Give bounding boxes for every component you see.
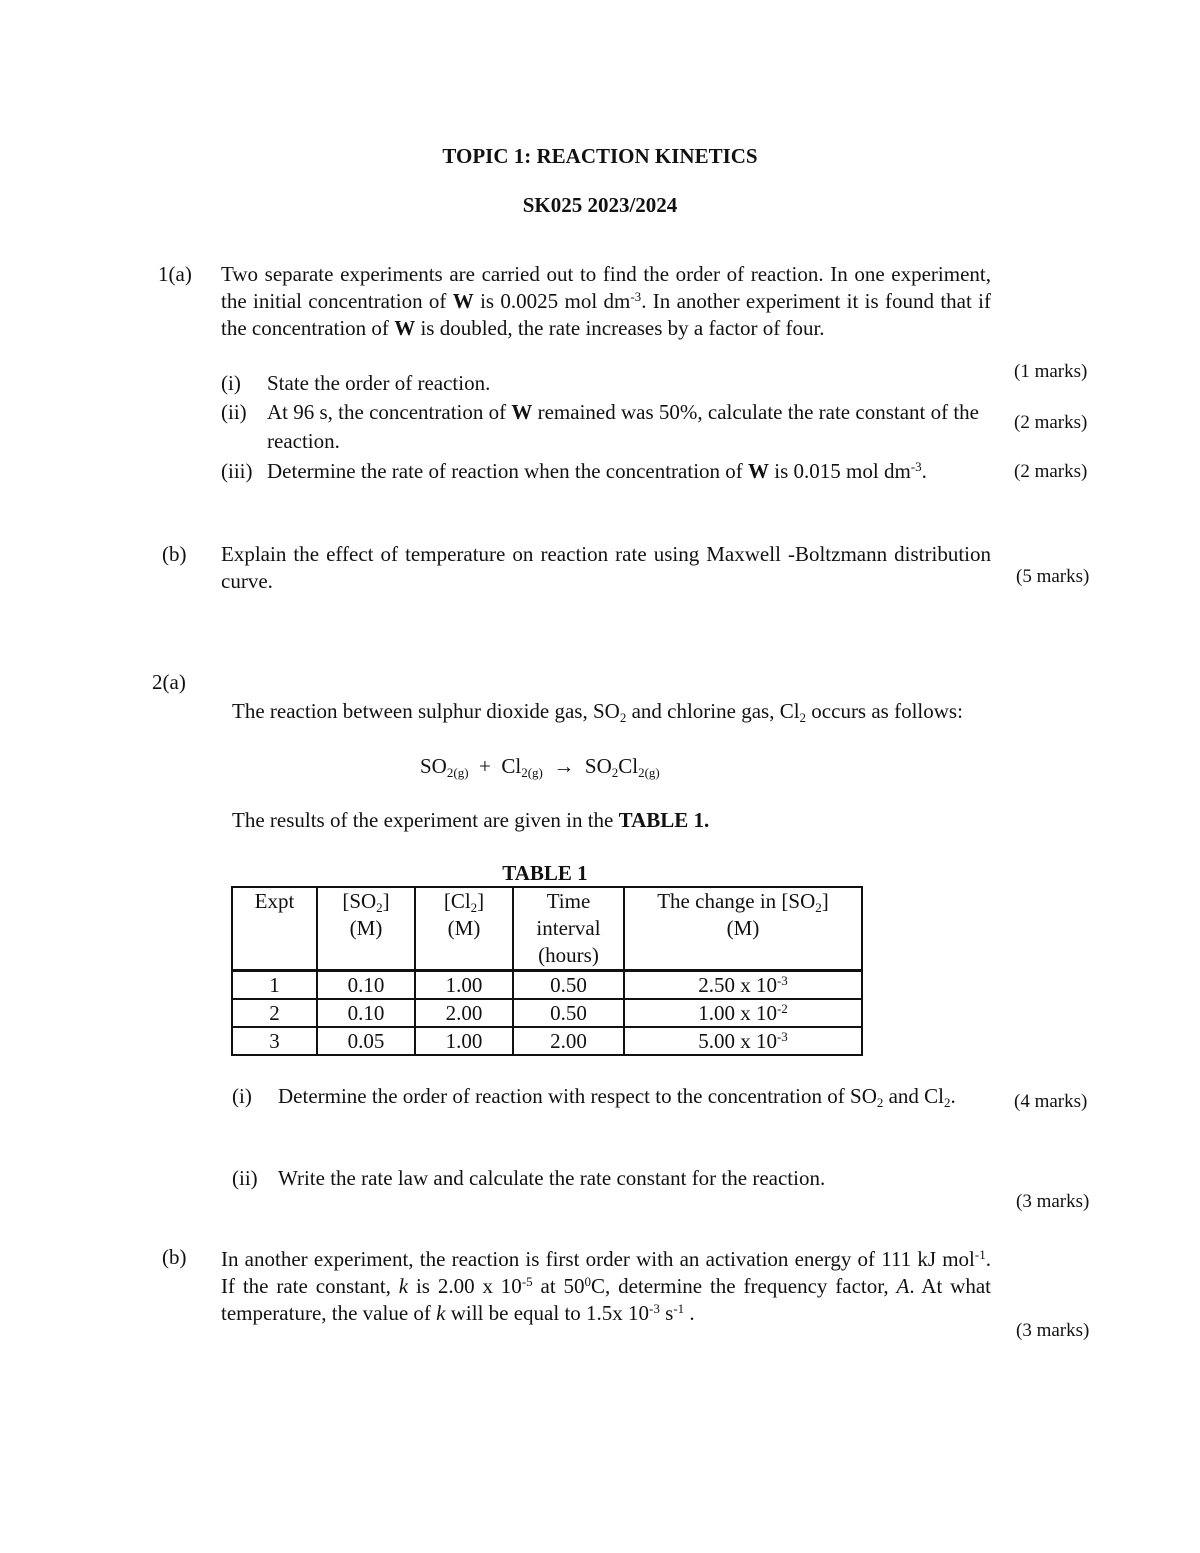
cell-expt: 3 (232, 1027, 317, 1055)
header-expt: Expt (232, 887, 317, 971)
header-so2: $[SO_2]$ (M) (317, 887, 415, 971)
table-row (232, 999, 862, 1027)
cell-expt: 2 (232, 999, 317, 1027)
cell-change: 1.00 x $10^{-2}$ (624, 999, 862, 1027)
q1a-i-label: (i) (221, 371, 241, 395)
q2a-i-marks: (4 marks) (1014, 1091, 1088, 1112)
table-row (232, 1027, 862, 1055)
q1b-text: Explain the effect of temperature on reaction rate using Maxwell -Boltzmann distribution curve. (221, 542, 991, 593)
results-table (231, 886, 863, 1056)
cell-time: 0.50 (513, 971, 624, 1000)
q1a-iii-text: Determine the rate of reaction when the concentration of W is 0.015 mol $dm^{-3}$. (267, 459, 927, 483)
header-change: The change in $[SO_2]$ (M) (624, 887, 862, 971)
q2a-i-text: Determine the order of reaction with respect to the concentration of $SO_2$ and $Cl_2$. (278, 1084, 956, 1110)
q2a-ii-marks: (3 marks) (1016, 1191, 1090, 1212)
cell-expt: 1 (232, 971, 317, 1000)
cell-cl2: 1.00 (415, 1027, 513, 1055)
q2a-label: 2(a) (152, 670, 186, 694)
table-row (232, 971, 862, 1000)
q1a-ii-marks: (2 marks) (1014, 412, 1088, 433)
course-code: SK025 2023/2024 (522, 193, 678, 217)
q1a-ii-label: (ii) (221, 400, 247, 424)
q2a-i-label: (i) (232, 1084, 252, 1108)
q2b-marks: (3 marks) (1016, 1320, 1090, 1341)
reaction-equation: $SO_{2(g)} + Cl_{2(g)} \to SO_2Cl_{2(g)}$ (420, 754, 660, 780)
q2b-text: In another experiment, the reaction is first order with an activation energy of 111 kJ mol$^{-1}$. If the rate constant, k is 2.00 x $10^{-5}$ at $50^0C$, determine the frequency factor, A. At what temperature, the value of k will be equal to 1.5x $10^{-3}$ $s^{-1}$ . (221, 1247, 991, 1325)
cell-so2: 0.05 (317, 1027, 415, 1055)
q1a-ii-text: At 96 s, the concentration of W remained was 50%, calculate the rate constant of the reaction. (267, 400, 979, 453)
q2a-intro: The reaction between sulphur dioxide gas, $SO_2$ and chlorine gas, $Cl_2$ occurs as follows: (232, 699, 963, 725)
q1b-label: (b) (162, 542, 187, 566)
cell-cl2: 1.00 (415, 971, 513, 1000)
q2a-ii-text: Write the rate law and calculate the rate constant for the reaction. (278, 1166, 826, 1190)
cell-time: 0.50 (513, 999, 624, 1027)
cell-change: 5.00 x $10^{-3}$ (624, 1027, 862, 1055)
header-cl2: $[Cl_2]$ (M) (415, 887, 513, 971)
arrow-icon: → (553, 754, 575, 778)
cell-change: 2.50 x $10^{-3}$ (624, 971, 862, 1000)
header-time: Time interval (hours) (513, 887, 624, 971)
page-title: TOPIC 1: REACTION KINETICS (442, 144, 758, 168)
q1a-label: 1(a) (158, 262, 192, 286)
cell-cl2: 2.00 (415, 999, 513, 1027)
q1a-intro: Two separate experiments are carried out to find the order of reaction. In one experiment, the initial concentration of W is 0.0025 mol $dm^{-3}$. In another experiment it is found that if the concentration of W is doubled, the rate increases by a factor of four. (221, 262, 991, 340)
q2a-ii-label: (ii) (232, 1166, 258, 1190)
table-intro: The results of the experiment are given in the TABLE 1. (232, 808, 710, 832)
table-header-row (232, 887, 862, 971)
cell-so2: 0.10 (317, 971, 415, 1000)
q1a-iii-label: (iii) (221, 459, 253, 483)
table-caption: TABLE 1 (502, 861, 588, 885)
q2b-label: (b) (162, 1245, 187, 1269)
cell-time: 2.00 (513, 1027, 624, 1055)
q1b-marks: (5 marks) (1016, 566, 1090, 587)
q1a-iii-marks: (2 marks) (1014, 461, 1088, 482)
q1a-i-marks: (1 marks) (1014, 361, 1088, 382)
cell-so2: 0.10 (317, 999, 415, 1027)
q1a-i-text: State the order of reaction. (267, 371, 491, 395)
